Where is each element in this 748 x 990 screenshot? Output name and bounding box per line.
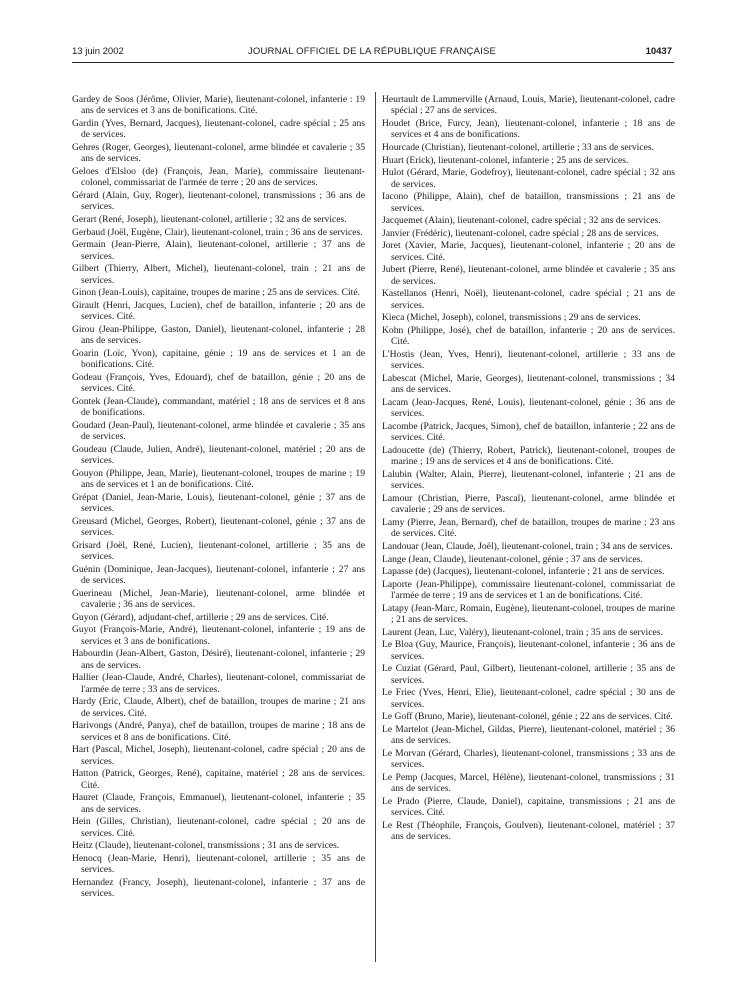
list-item: Lamour (Christian, Pierre, Pascal), lieutenant-colonel, arme blindée et cavalerie ; 29 ans de services. [382,492,675,516]
list-item: Jacquemet (Alain), lieutenant-colonel, cadre spécial ; 32 ans de services. [382,215,661,227]
list-item: Le Bloa (Guy, Maurice, François), lieutenant-colonel, infanterie ; 36 ans de services. [382,639,675,662]
list-item: Geloes d'Elsloo (de) (François, Jean, Marie), commissaire lieutenant-colonel, commissariat de l'armée de terre ; 20 ans de services. [72,166,365,189]
list-item: Gilbert (Thierry, Albert, Michel), lieutenant-colonel, train ; 21 ans de services. [72,263,365,286]
list-item: Hernandez (Francy, Joseph), lieutenant-colonel, infanterie ; 37 ans de services. [72,876,365,900]
list-item: Le Friec (Yves, Henri, Elie), lieutenant-colonel, cadre spécial ; 30 ans de services. [382,687,675,710]
right-column [382,94,675,844]
list-item: Harivongs (André, Panya), chef de bataillon, troupes de marine ; 18 ans de services et 8 ans de bonifications. Cité. [72,720,365,743]
list-item: Le Morvan (Gérard, Charles), lieutenant-colonel, transmissions ; 33 ans de services. [382,747,675,771]
list-item: Kastellanos (Henri, Noël), lieutenant-colonel, cadre spécial ; 21 ans de services. [382,288,675,311]
list-item: Lacam (Jean-Jacques, René, Louis), lieutenant-colonel, génie ; 36 ans de services. [382,396,675,420]
list-item: Guénin (Dominique, Jean-Jacques), lieutenant-colonel, infanterie ; 27 ans de services. [72,563,365,587]
list-item: Le Rest (Théophile, François, Goulven), lieutenant-colonel, matériel ; 37 ans de services. [382,819,675,843]
list-item: Goarin (Loïc, Yvon), capitaine, génie ; 19 ans de services et 1 an de bonifications. Cité. [72,347,365,371]
list-item: Lacombe (Patrick, Jacques, Simon), chef de bataillon, infanterie ; 22 ans de services. Cité. [382,420,675,444]
header-rule [72,62,674,63]
list-item: Grisard (Joël, René, Lucien), lieutenant-colonel, artillerie ; 35 ans de services. [72,539,365,563]
list-item: Guyot (François-Marie, André), lieutenant-colonel, infanterie ; 19 ans de services et 3 ans de bonifications. [72,624,365,647]
list-item: Goudard (Jean-Paul), lieutenant-colonel, arme blindée et cavalerie ; 35 ans de services. [72,419,365,443]
list-item: Habourdin (Jean-Albert, Gaston, Désiré), lieutenant-colonel, infanterie ; 29 ans de services. [72,648,365,671]
list-item: Gardey de Soos (Jérôme, Olivier, Marie), lieutenant-colonel, infanterie : 19 ans de services et 3 ans de bonifications. Cité. [72,94,365,117]
list-item: Joret (Xavier, Marie, Jacques), lieutenant-colonel, infanterie ; 20 ans de services. Cité. [382,240,675,263]
list-item: Heurtault de Lammerville (Arnaud, Louis, Marie), lieutenant-colonel, cadre spécial ; 27 ans de services. [382,94,675,117]
list-item: Girou (Jean-Philippe, Gaston, Daniel), lieutenant-colonel, infanterie ; 28 ans de services. [72,323,365,347]
list-item: Ginon (Jean-Louis), capitaine, troupes de marine ; 25 ans de services. Cité. [72,287,360,299]
list-item: Latapy (Jean-Marc, Romain, Eugène), lieutenant-colonel, troupes de marine ; 21 ans de services. [382,602,675,626]
list-item: Iacono (Philippe, Alain), chef de bataillon, transmissions ; 21 ans de services. [382,191,675,214]
list-item: Guyon (Gérard), adjudant-chef, artillerie ; 29 ans de services. Cité. [72,611,329,623]
list-item: Le Prado (Pierre, Claude, Daniel), capitaine, transmissions ; 21 ans de services. Cité. [382,795,675,819]
list-item: Girault (Henri, Jacques, Lucien), chef de bataillon, infanterie ; 20 ans de services. Cité. [72,299,365,323]
list-item: Hauret (Claude, François, Emmanuel), lieutenant-colonel, infanterie ; 35 ans de services. [72,792,365,815]
list-item: Hart (Pascal, Michel, Joseph), lieutenant-colonel, cadre spécial ; 20 ans de services. [72,744,365,767]
list-item: Hardy (Eric, Claude, Albert), chef de bataillon, troupes de marine ; 21 ans de services. Cité. [72,696,365,719]
list-item: Hallier (Jean-Claude, André, Charles), lieutenant-colonel, commissariat de l'armée de terre ; 33 ans de services. [72,672,365,695]
list-item: Landouar (Jean, Claude, Joël), lieutenant-colonel, train ; 34 ans de services. [382,540,673,552]
list-item: Ladoucette (de) (Thierry, Robert, Patrick), lieutenant-colonel, troupes de marine ; 19 ans de services et 4 ans de bonifications. Cité. [382,444,675,468]
list-item: Hatton (Patrick, Georges, René), capitaine, matériel ; 28 ans de services. Cité. [72,768,365,791]
journal-title: JOURNAL OFFICIEL DE LA RÉPUBLIQUE FRANÇAISE [247,46,497,57]
column-divider [375,92,376,962]
issue-date: 13 juin 2002 [72,46,124,57]
list-item: Le Goff (Bruno, Marie), lieutenant-colonel, génie ; 22 ans de services. Cité. [382,711,673,723]
list-item: Guerineau (Michel, Jean-Marie), lieutenant-colonel, arme blindée et cavalerie ; 36 ans de services. [72,587,365,611]
list-item: Hulot (Gérard, Marie, Godefroy), lieutenant-colonel, cadre spécial ; 32 ans de services. [382,167,675,190]
list-item: Laporte (Jean-Philippe), commissaire lieutenant-colonel, commissariat de l'armée de terre ; 19 ans de services et 1 an de bonifications. Cité. [382,578,675,602]
list-item: Jubert (Pierre, René), lieutenant-colonel, arme blindée et cavalerie ; 35 ans de services. [382,264,675,287]
list-item: Goudeau (Claude, Julien, André), lieutenant-colonel, matériel ; 20 ans de services. [72,443,365,467]
list-item: Gerart (René, Joseph), lieutenant-colonel, artillerie ; 32 ans de services. [72,214,347,225]
list-item: Le Pemp (Jacques, Marcel, Hélène), lieutenant-colonel, transmissions ; 31 ans de services. [382,771,675,795]
list-item: Laurent (Jean, Luc, Valéry), lieutenant-colonel, train ; 35 ans de services. [382,626,663,638]
list-item: Lange (Jean, Claude), lieutenant-colonel, génie ; 37 ans de services. [382,553,643,565]
list-item: Janvier (Frédéric), lieutenant-colonel, cadre spécial ; 28 ans de services. [382,227,659,239]
list-item: Kohn (Philippe, José), chef de bataillon, infanterie ; 20 ans de services. Cité. [382,324,675,348]
list-item: Gérard (Alain, Guy, Roger), lieutenant-colonel, transmissions ; 36 ans de services. [72,190,365,213]
list-item: Labescat (Michel, Marie, Georges), lieutenant-colonel, transmissions ; 34 ans de services. [382,372,675,396]
list-item: Grépat (Daniel, Jean-Marie, Louis), lieutenant-colonel, génie ; 37 ans de services. [72,491,365,515]
list-item: Godeau (François, Yves, Edouard), chef de bataillon, génie ; 20 ans de services. Cité. [72,371,365,395]
list-item: Henocq (Jean-Marie, Henri), lieutenant-colonel, artillerie ; 35 ans de services. [72,852,365,876]
list-item: Huart (Erick), lieutenant-colonel, infanterie ; 25 ans de services. [382,154,629,166]
list-item: Gerbaud (Joël, Eugène, Clair), lieutenant-colonel, train ; 36 ans de services. [72,226,363,238]
list-item: Lalubin (Walter, Alain, Pierre), lieutenant-colonel, infanterie ; 21 ans de services. [382,468,675,492]
list-item: Lapasse (de) (Jacques), lieutenant-colonel, infanterie ; 21 ans de services. [382,566,665,578]
list-item: Kieca (Michel, Joseph), colonel, transmissions ; 29 ans de services. [382,312,641,324]
list-item: Hourcade (Christian), lieutenant-colonel, artillerie ; 33 ans de services. [382,142,654,153]
list-item: Gardin (Yves, Bernard, Jacques), lieutenant-colonel, cadre spécial ; 25 ans de services. [72,118,365,141]
page-number: 10437 [645,46,672,57]
list-item: L'Hostis (Jean, Yves, Henri), lieutenant-colonel, artillerie ; 33 ans de services. [382,348,675,372]
list-item: Le Martelot (Jean-Michel, Gildas, Pierre), lieutenant-colonel, matériel ; 36 ans de services. [382,723,675,747]
list-item: Lamy (Pierre, Jean, Bernard), chef de bataillon, troupes de marine ; 23 ans de services. Cité. [382,516,675,540]
list-item: Gehres (Roger, Georges), lieutenant-colonel, arme blindée et cavalerie ; 35 ans de services. [72,142,365,165]
list-item: Houdet (Brice, Furcy, Jean), lieutenant-colonel, infanterie ; 18 ans de services et 4 ans de bonifications. [382,118,675,141]
left-column [72,94,365,901]
list-item: Hein (Gilles, Christian), lieutenant-colonel, cadre spécial ; 20 ans de services. Cité. [72,816,365,839]
page-header [72,46,672,60]
list-item: Gouyon (Philippe, Jean, Marie), lieutenant-colonel, troupes de marine ; 19 ans de services et 1 an de bonifications. Cité. [72,467,365,491]
list-item: Heitz (Claude), lieutenant-colonel, transmissions ; 31 ans de services. [72,840,340,852]
list-item: Le Cuziat (Gérard, Paul, Gilbert), lieutenant-colonel, artillerie ; 35 ans de services. [382,663,675,686]
list-item: Germain (Jean-Pierre, Alain), lieutenant-colonel, artillerie ; 37 ans de services. [72,239,365,262]
list-item: Gontek (Jean-Claude), commandant, matériel ; 18 ans de services et 8 ans de bonifications. [72,395,365,419]
list-item: Greusard (Michel, Georges, Robert), lieutenant-colonel, génie ; 37 ans de services. [72,515,365,539]
